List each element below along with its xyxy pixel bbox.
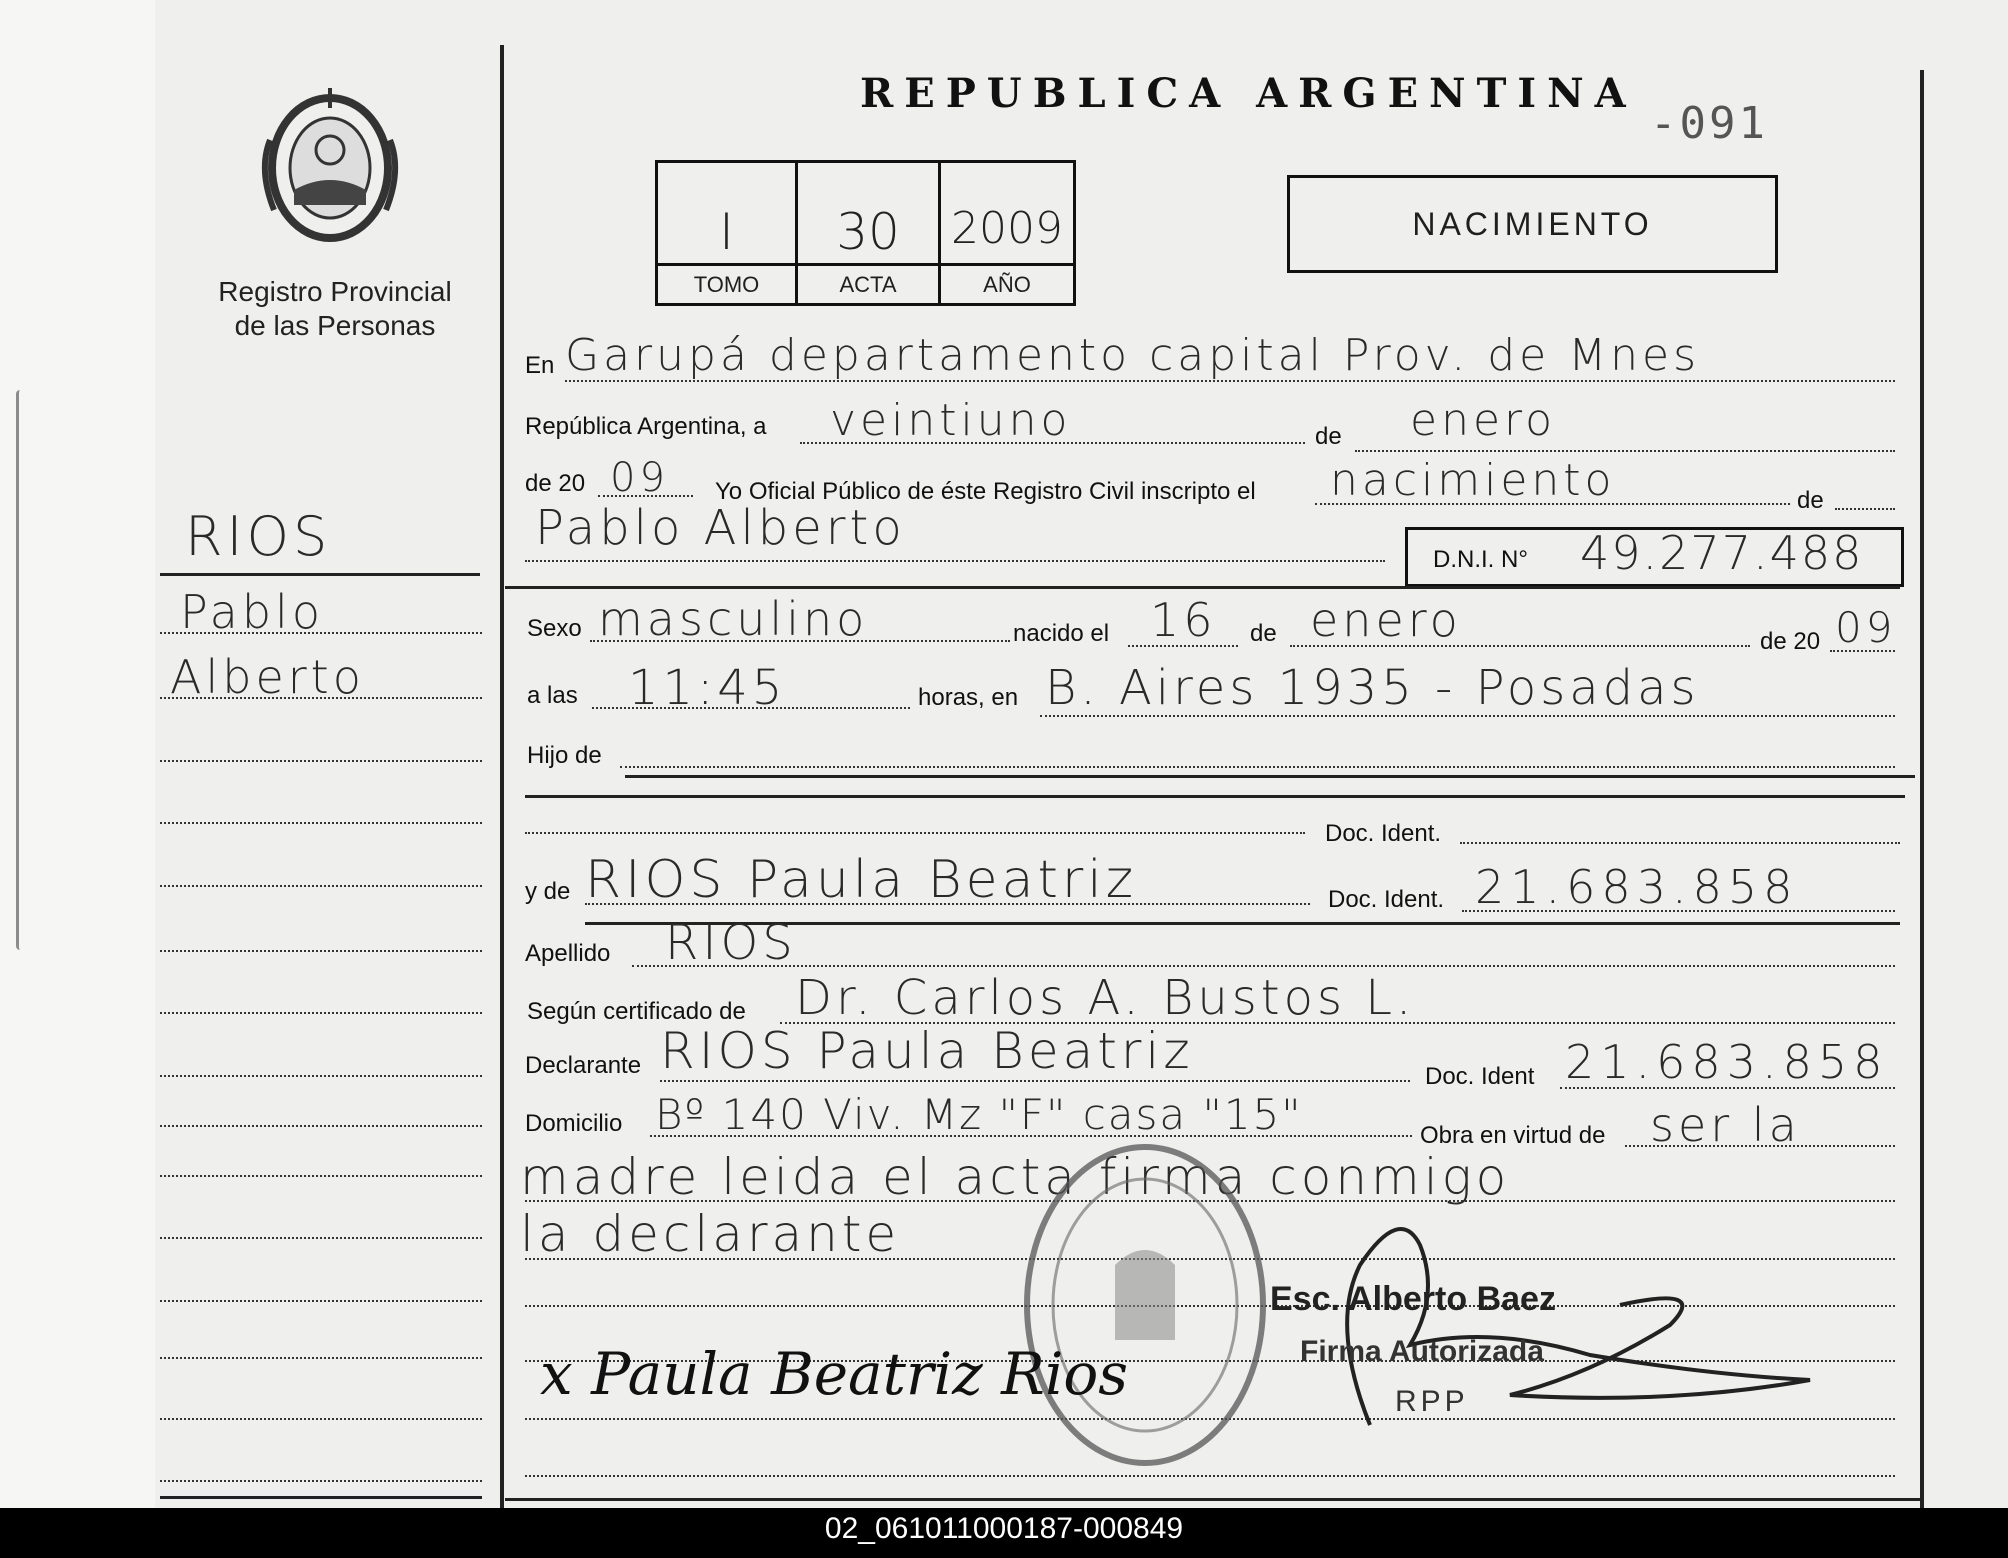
field-dni: 49.277.488 (1580, 526, 1864, 580)
line (1128, 645, 1238, 647)
line (1355, 450, 1895, 452)
field-hora: 11:45 (628, 660, 787, 716)
registry-name-line2: de las Personas (234, 310, 436, 341)
line (660, 1080, 1410, 1082)
anio-value: 2009 (951, 203, 1063, 254)
line (625, 775, 1915, 778)
margin-line (160, 760, 482, 762)
label-declarante: Declarante (525, 1052, 642, 1079)
label-y-de: y de (525, 878, 571, 905)
margin-line (160, 1125, 482, 1127)
official-signature-icon (1290, 1205, 1850, 1435)
margin-line (160, 1075, 482, 1077)
label-de-2: de (1797, 487, 1824, 514)
line (1290, 645, 1750, 647)
field-obra-2: madre leida el acta firma conmigo (520, 1148, 1511, 1206)
label-obra: Obra en virtud de (1420, 1122, 1606, 1149)
section-rule (505, 586, 1900, 589)
stamp-number: -091 (1650, 98, 1768, 149)
field-obra-1: ser la (1650, 1098, 1801, 1152)
line (1040, 715, 1895, 717)
line (1560, 1087, 1895, 1089)
line (1315, 503, 1790, 505)
margin-rule (160, 1496, 482, 1499)
margin-middle-name: Alberto (170, 650, 365, 704)
label-horas-en: horas, en (918, 684, 1019, 711)
field-inscripcion: nacimiento (1330, 455, 1616, 506)
label-yo-oficial: Yo Oficial Público de éste Registro Civil inscripto el (715, 478, 1256, 505)
form-left-border (500, 45, 504, 1508)
margin-line (160, 1357, 482, 1359)
line (1830, 650, 1895, 652)
label-republica: República Argentina, a (525, 413, 767, 440)
tomo-cell (658, 163, 798, 303)
label-de-3: de (1250, 620, 1277, 647)
label-dni: D.N.I. N° (1433, 546, 1528, 573)
form-right-border (1920, 70, 1924, 1508)
label-de: de (1315, 423, 1342, 450)
label-a-las: a las (527, 682, 578, 709)
field-dia-nac: 16 (1150, 593, 1217, 647)
field-certificado: Dr. Carlos A. Bustos L. (795, 970, 1416, 1026)
field-lugar-nac: B. Aires 1935 - Posadas (1045, 660, 1700, 716)
acta-label: ACTA (798, 263, 938, 306)
line (565, 380, 1895, 382)
section-rule (505, 1498, 1920, 1501)
binding-fold (16, 390, 27, 950)
margin-line (160, 1300, 482, 1302)
record-type-box: NACIMIENTO (1287, 175, 1778, 273)
acta-value: 30 (836, 203, 900, 261)
misiones-emblem-icon (250, 80, 410, 250)
line (598, 495, 693, 497)
line (1462, 910, 1895, 912)
field-declarante: RIOS Paula Beatriz (660, 1022, 1194, 1080)
label-apellido: Apellido (525, 940, 611, 967)
field-apellido: RIOS (665, 915, 797, 971)
line (525, 1475, 1895, 1477)
field-anio-nac: 09 (1835, 603, 1897, 652)
margin-line (160, 822, 482, 824)
label-segun: Según certificado de (527, 998, 746, 1025)
file-id: 02_061011000187-000849 (824, 1512, 1184, 1545)
tomo-label: TOMO (658, 263, 795, 306)
line (1625, 1145, 1895, 1147)
dni-box (1405, 527, 1904, 587)
official-role: Firma Autorizada (1300, 1335, 1544, 1368)
margin-rule (160, 573, 480, 576)
line (1835, 508, 1895, 510)
page-title: REPUBLICA ARGENTINA (860, 70, 1637, 117)
anio-cell (941, 163, 1073, 303)
field-mes-nac: enero (1310, 593, 1462, 647)
label-hijo-de: Hijo de (527, 742, 602, 769)
field-madre: RIOS Paula Beatriz (585, 850, 1138, 910)
margin-line (160, 1480, 482, 1482)
declarant-signature: x Paula Beatriz Rios (540, 1340, 1129, 1408)
official-seal-icon (1015, 1135, 1275, 1475)
margin-line (160, 632, 482, 634)
line (525, 795, 1905, 798)
field-anio: 09 (610, 455, 669, 501)
margin-line (160, 1175, 482, 1177)
field-dia-letras: veintiuno (830, 395, 1072, 446)
record-box (655, 160, 1076, 306)
line (620, 766, 1895, 768)
label-sexo: Sexo (527, 615, 582, 642)
label-en: En (525, 352, 555, 379)
label-doc-ident-b: Doc. Ident (1425, 1063, 1535, 1090)
margin-line (160, 950, 482, 952)
label-de-20: de 20 (525, 470, 586, 497)
field-mes: enero (1410, 395, 1557, 446)
label-domicilio: Domicilio (525, 1110, 623, 1137)
label-doc-ident: Doc. Ident. (1325, 820, 1442, 847)
line (592, 707, 910, 709)
margin-line (160, 1418, 482, 1420)
field-sexo: masculino (598, 592, 869, 646)
margin-line (160, 1237, 482, 1239)
official-org: RPP (1395, 1385, 1469, 1418)
label-de-20-b: de 20 (1760, 628, 1821, 655)
anio-label: AÑO (941, 263, 1073, 306)
tomo-value: I (719, 203, 734, 261)
field-nombre: Pablo Alberto (535, 500, 906, 556)
registry-name-line1: Registro Provincial (218, 276, 452, 307)
line (1460, 842, 1900, 844)
line (585, 903, 1310, 905)
field-madre-doc: 21.683.858 (1475, 860, 1799, 914)
line (632, 965, 1895, 967)
line (525, 560, 1385, 562)
margin-line (160, 885, 482, 887)
line (525, 832, 1305, 834)
acta-cell (798, 163, 941, 303)
label-nacido-el: nacido el (1013, 620, 1110, 647)
line (800, 442, 1305, 444)
margin-line (160, 1012, 482, 1014)
field-domicilio: Bº 140 Viv. Mz "F" casa "15" (655, 1090, 1303, 1139)
registry-name (180, 275, 490, 343)
field-lugar: Garupá departamento capital Prov. de Mnes (565, 330, 1701, 381)
margin-surname: RIOS (185, 505, 332, 568)
line (590, 640, 1010, 642)
official-name: Esc. Alberto Baez (1270, 1280, 1556, 1318)
field-obra-3: la declarante (520, 1205, 901, 1263)
label-doc-ident-2: Doc. Ident. (1328, 886, 1445, 913)
margin-first-name: Pablo (180, 585, 324, 639)
field-declarante-doc: 21.683.858 (1565, 1035, 1889, 1089)
margin-line (160, 697, 482, 699)
